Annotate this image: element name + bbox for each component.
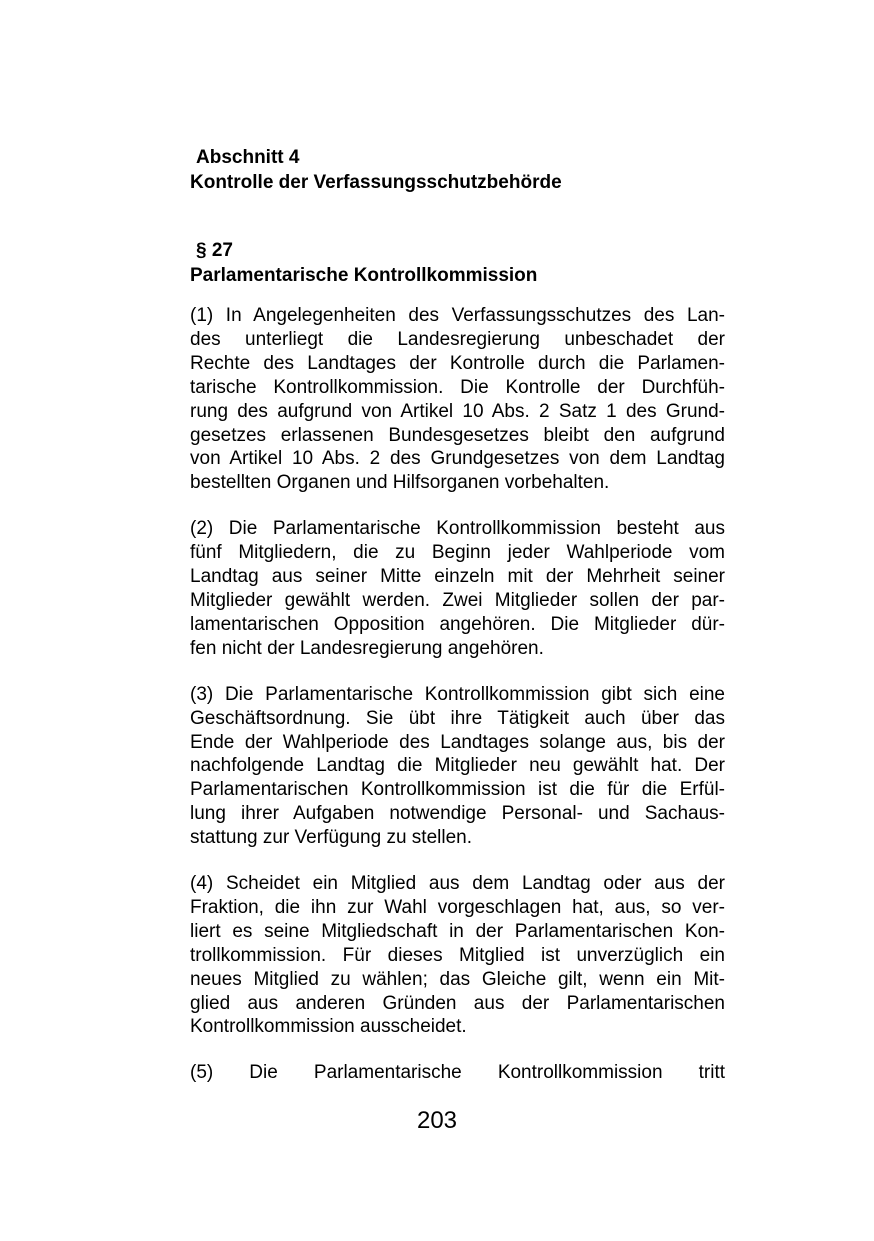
text-line: nachfolgende Landtag die Mitglieder neu gewählt hat. Der — [190, 755, 725, 777]
text-line: gesetzes erlassenen Bundesgesetzes bleibt den aufgrund — [190, 424, 725, 446]
text-line: Ende der Wahlperiode des Landtages solange aus, bis der — [190, 731, 725, 753]
document-page — [190, 146, 725, 1107]
section-title: Kontrolle der Verfassungsschutzbehörde — [190, 171, 562, 193]
text-line: von Artikel 10 Abs. 2 des Grundgesetzes von dem Landtag — [190, 448, 725, 470]
text-line: Landtag aus seiner Mitte einzeln mit der Mehrheit seiner — [190, 566, 725, 588]
text-line: fen nicht der Landesregierung angehören. — [190, 637, 544, 659]
subsection-2 — [190, 517, 725, 660]
text-line: fünf Mitgliedern, die zu Beginn jeder Wahlperiode vom — [190, 542, 725, 564]
section-label: Abschnitt 4 — [196, 147, 300, 168]
paragraph-label: § 27 — [196, 240, 233, 261]
text-line: tarische Kontrollkommission. Die Kontrolle der Durchfüh- — [190, 376, 725, 398]
text-line: (5) Die Parlamentarische Kontrollkommission tritt — [190, 1062, 725, 1084]
subsection-5 — [190, 1061, 725, 1085]
text-line: trollkommission. Für dieses Mitglied ist unverzüglich ein — [190, 944, 725, 966]
text-line: (3) Die Parlamentarische Kontrollkommission gibt sich eine — [190, 683, 725, 705]
text-line: rung des aufgrund von Artikel 10 Abs. 2 Satz 1 des Grund- — [190, 400, 725, 422]
text-line: (1) In Angelegenheiten des Verfassungsschutzes des Lan- — [190, 305, 725, 326]
text-line: Kontrollkommission ausscheidet. — [190, 1016, 467, 1038]
text-line: Rechte des Landtages der Kontrolle durch die Parlamen- — [190, 352, 725, 374]
text-line: liert es seine Mitgliedschaft in der Parlamentarischen Kon- — [190, 920, 725, 942]
text-line: lamentarischen Opposition angehören. Die Mitglieder dür- — [190, 613, 725, 635]
text-line: neues Mitglied zu wählen; das Gleiche gilt, wenn ein Mit- — [190, 968, 725, 990]
text-line: (2) Die Parlamentarische Kontrollkommission besteht aus — [190, 518, 725, 540]
text-line: bestellten Organen und Hilfsorganen vorbehalten. — [190, 472, 610, 494]
text-line: glied aus anderen Gründen aus der Parlamentarischen — [190, 992, 725, 1014]
text-line: Mitglieder gewählt werden. Zwei Mitglieder sollen der par- — [190, 589, 725, 611]
text-line: des unterliegt die Landesregierung unbeschadet der — [190, 328, 725, 350]
paragraph-title: Parlamentarische Kontrollkommission — [190, 264, 538, 286]
paragraph-heading — [190, 239, 725, 288]
subsection-4 — [190, 872, 725, 1039]
text-line: lung ihrer Aufgaben notwendige Personal- und Sachaus- — [190, 803, 725, 825]
text-line: Fraktion, die ihn zur Wahl vorgeschlagen hat, aus, so ver- — [190, 896, 725, 918]
section-heading — [190, 146, 725, 195]
subsection-1 — [190, 304, 725, 495]
text-line: (4) Scheidet ein Mitglied aus dem Landtag oder aus der — [190, 873, 725, 895]
text-line: Geschäftsordnung. Sie übt ihre Tätigkeit auch über das — [190, 707, 725, 729]
page-number: 203 — [416, 1107, 458, 1134]
text-line: stattung zur Verfügung zu stellen. — [190, 827, 473, 849]
paragraph-body — [190, 304, 725, 1085]
subsection-3 — [190, 683, 725, 850]
text-line: Parlamentarischen Kontrollkommission ist die für die Erfül- — [190, 779, 725, 801]
